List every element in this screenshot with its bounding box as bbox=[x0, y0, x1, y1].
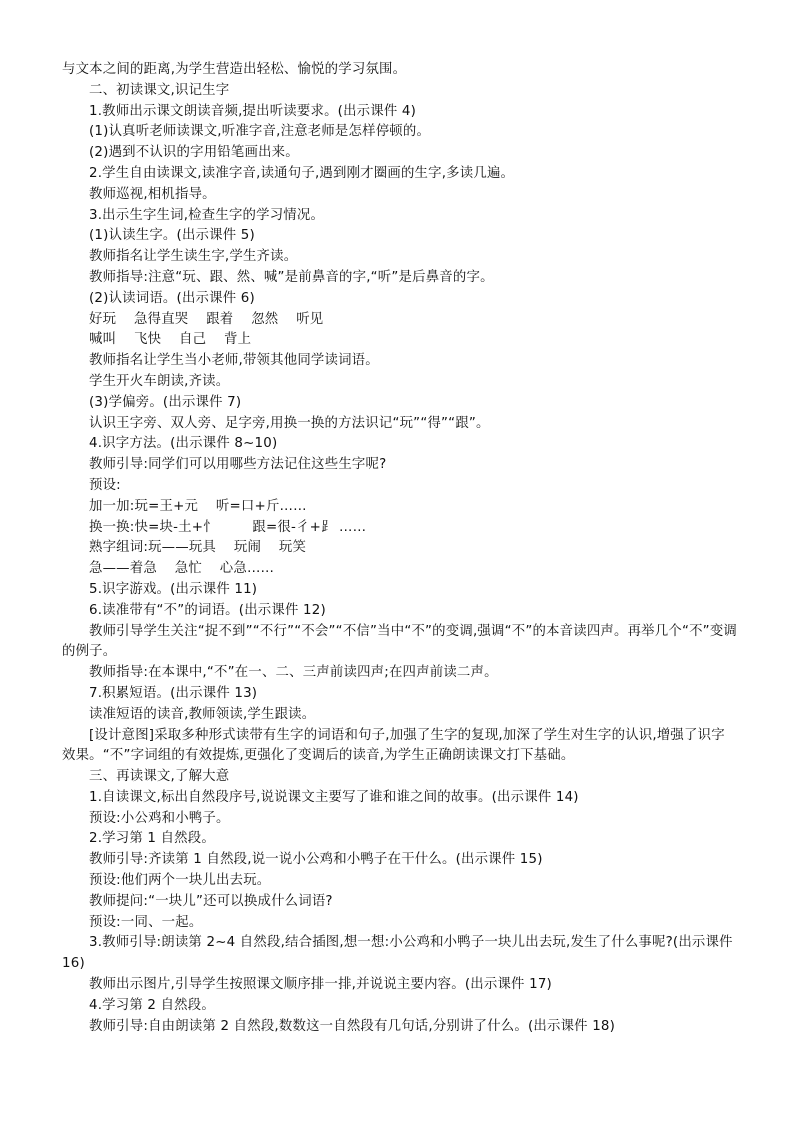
sub-item: (1)认真听老师读课文,听准字音,注意老师是怎样停顿的。 bbox=[89, 124, 431, 140]
design-intent-paragraph: [设计意图]采取多种形式读带有生字的词语和句子,加强了生字的复现,加深了学生对生字的认识,增强了识字效果。“不”字词组的有效提炼,更强化了变调后的读音,为学生正确朗读课文打下基础。 bbox=[62, 727, 725, 764]
text-line: 熟字组词:玩——玩具 玩闹 玩笑 bbox=[89, 540, 307, 556]
text-line: 预设: bbox=[89, 477, 121, 493]
text-line: 预设:他们两个一块儿出去玩。 bbox=[89, 873, 271, 889]
step-item: 2.学生自由读课文,读准字音,读通句子,遇到刚才圈画的生字,多读几遍。 bbox=[89, 165, 515, 181]
paragraph: 3.教师引导:朗读第 2~4 自然段,结合插图,想一想:小公鸡和小鸭子一块儿出去玩,发生了什么事呢?(出示课件 16) bbox=[62, 935, 733, 972]
text-line: 认识王字旁、双人旁、足字旁,用换一换的方法识记“玩”“得”“跟”。 bbox=[89, 415, 490, 431]
text-line: 教师指名让学生当小老师,带领其他同学读词语。 bbox=[89, 353, 379, 369]
section-heading: 三、再读课文,了解大意 bbox=[89, 769, 230, 785]
text-line: 教师引导:同学们可以用哪些方法记住这些生字呢? bbox=[89, 457, 387, 473]
text-line: 换一换:快=块-土+忄 跟=很-彳+⻊ …… bbox=[89, 519, 367, 535]
text-line: 急——着急 急忙 心急…… bbox=[89, 561, 275, 577]
text-line: 预设:一同、一起。 bbox=[89, 914, 203, 930]
text-line: 学生开火车朗读,齐读。 bbox=[89, 373, 230, 389]
step-item: 1.教师出示课文朗读音频,提出听读要求。(出示课件 4) bbox=[89, 103, 417, 119]
step-item: 1.自读课文,标出自然段序号,说说课文主要写了谁和谁之间的故事。(出示课件 14) bbox=[89, 789, 579, 805]
paragraph: 教师引导学生关注“捉不到”“不行”“不会”“不信”当中“不”的变调,强调“不”的本音读四声。再举几个“不”变调的例子。 bbox=[62, 623, 737, 660]
word-list: 喊叫 飞快 自己 背上 bbox=[89, 332, 252, 348]
step-item: 7.积累短语。(出示课件 13) bbox=[89, 685, 258, 701]
text-line: 教师指导:注意“玩、跟、然、喊”是前鼻音的字,“听”是后鼻音的字。 bbox=[89, 269, 494, 285]
step-item: 3.出示生字生词,检查生字的学习情况。 bbox=[89, 207, 325, 223]
sub-item: (3)学偏旁。(出示课件 7) bbox=[89, 394, 242, 410]
text-line: 教师引导:自由朗读第 2 自然段,数数这一自然段有几句话,分别讲了什么。(出示课件 18) bbox=[89, 1018, 616, 1034]
step-item: 6.读准带有“不”的词语。(出示课件 12) bbox=[89, 602, 326, 618]
text-line: 加一加:玩=王+元 听=口+斤…… bbox=[89, 498, 307, 514]
text-line: 预设:小公鸡和小鸭子。 bbox=[89, 810, 230, 826]
sub-item: (2)认读词语。(出示课件 6) bbox=[89, 290, 255, 306]
sub-item: (1)认读生字。(出示课件 5) bbox=[89, 228, 255, 244]
document-body bbox=[62, 60, 738, 1037]
text-line: 教师出示图片,引导学生按照课文顺序排一排,并说说主要内容。(出示课件 17) bbox=[89, 977, 552, 993]
step-item: 5.识字游戏。(出示课件 11) bbox=[89, 581, 258, 597]
text-line: 教师巡视,相机指导。 bbox=[89, 186, 216, 202]
text-line: 教师引导:齐读第 1 自然段,说一说小公鸡和小鸭子在干什么。(出示课件 15) bbox=[89, 852, 543, 868]
text-line: 教师指名让学生读生字,学生齐读。 bbox=[89, 249, 298, 265]
text-line: 教师指导:在本课中,“不”在一、二、三声前读四声;在四声前读二声。 bbox=[89, 665, 498, 681]
text-line: 读准短语的读音,教师领读,学生跟读。 bbox=[89, 706, 316, 722]
sub-item: (2)遇到不认识的字用铅笔画出来。 bbox=[89, 145, 299, 161]
section-heading: 二、初读课文,识记生字 bbox=[89, 82, 230, 98]
step-item: 4.学习第 2 自然段。 bbox=[89, 997, 215, 1013]
word-list: 好玩 急得直哭 跟着 忽然 听见 bbox=[89, 311, 324, 327]
text-line: 教师提问:“一块儿”还可以换成什么词语? bbox=[89, 893, 333, 909]
text-line: 与文本之间的距离,为学生营造出轻松、愉悦的学习氛围。 bbox=[62, 62, 407, 77]
step-item: 4.识字方法。(出示课件 8~10) bbox=[89, 436, 278, 452]
step-item: 2.学习第 1 自然段。 bbox=[89, 831, 215, 847]
